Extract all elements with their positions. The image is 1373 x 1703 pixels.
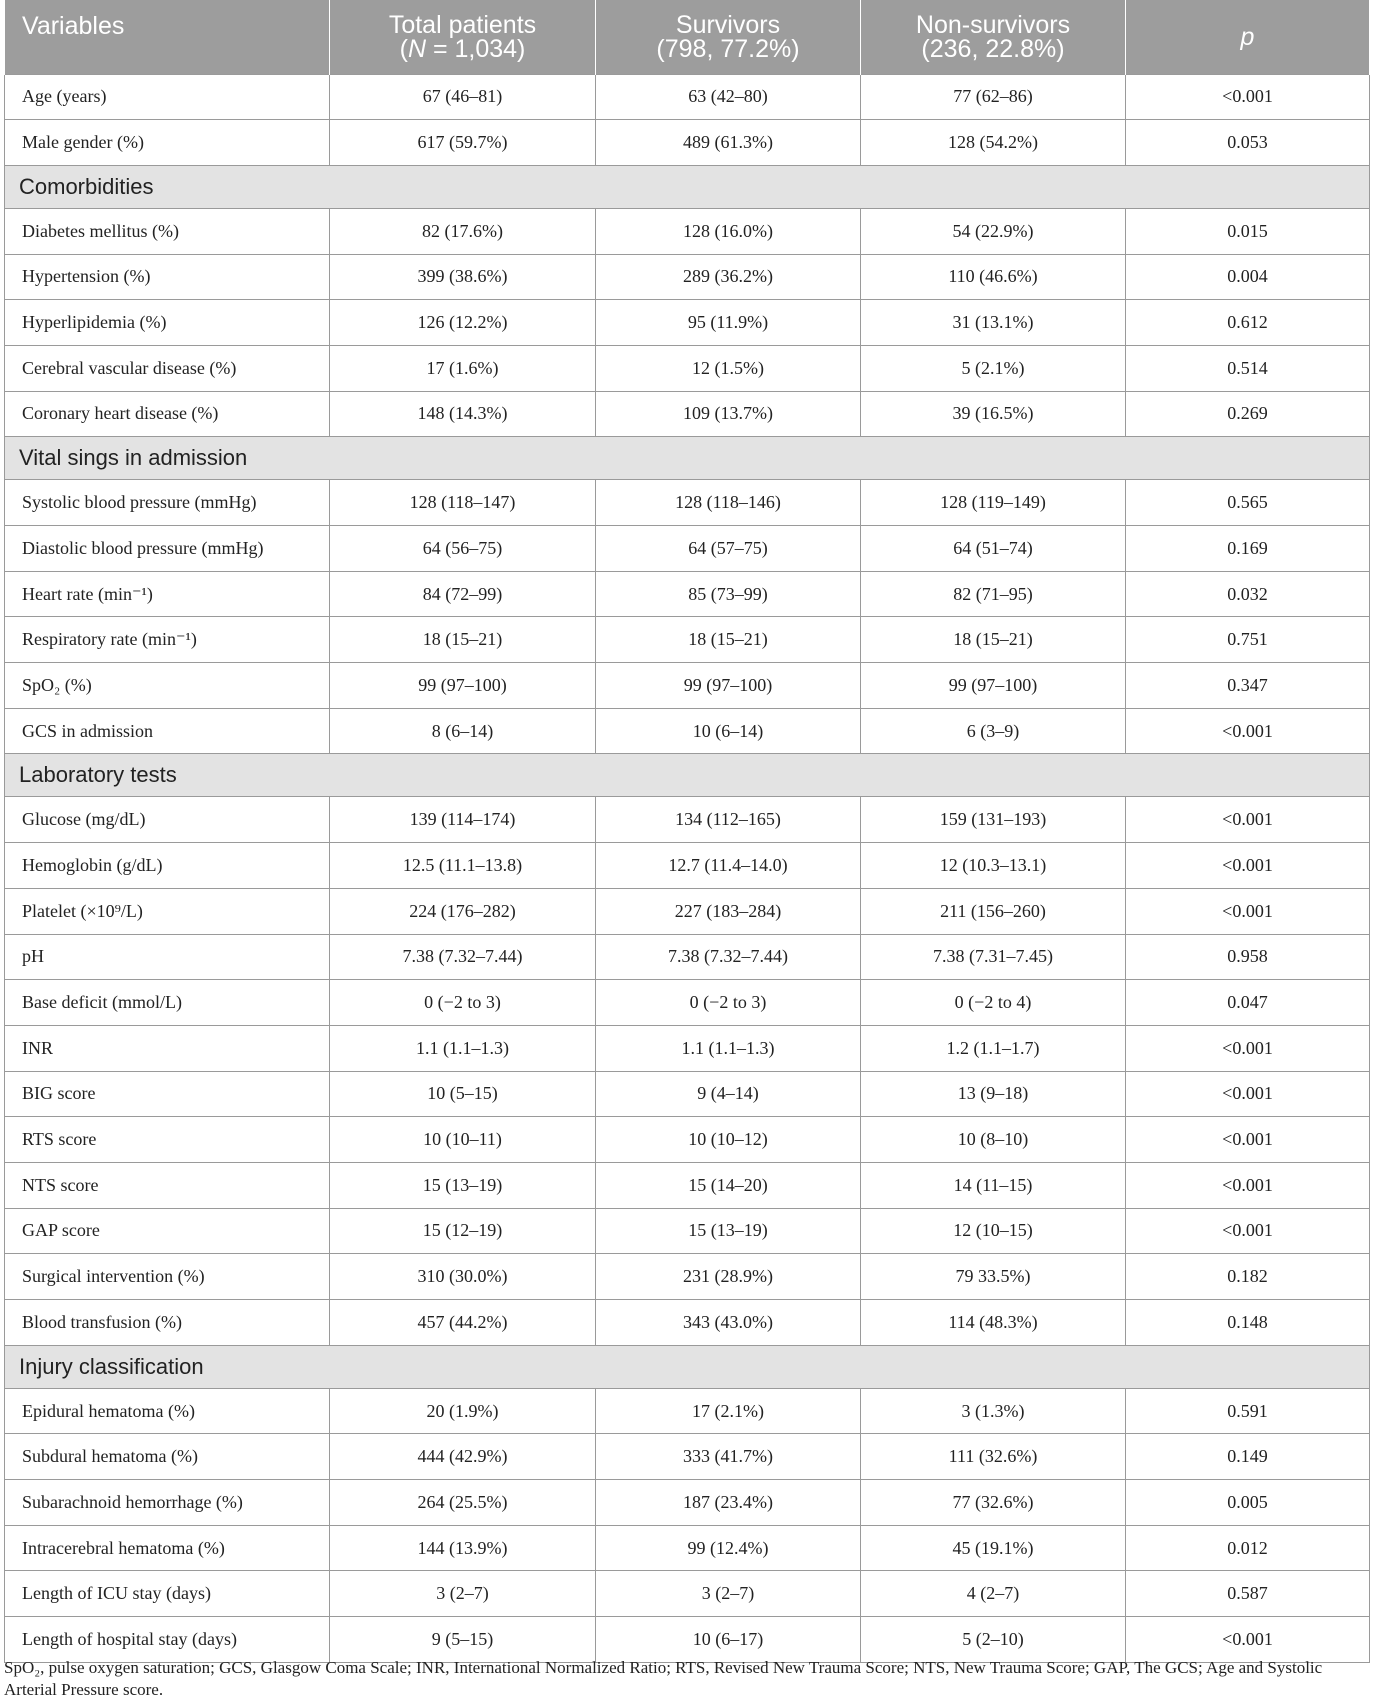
- table-row: [5, 526, 1370, 572]
- p-value-cell: 0.587: [1126, 1571, 1370, 1617]
- p-value-cell: <0.001: [1126, 74, 1370, 120]
- survivors-cell: 109 (13.7%): [596, 391, 861, 437]
- table-row: [5, 1617, 1370, 1663]
- p-value-cell: <0.001: [1126, 1071, 1370, 1117]
- variable-cell: Respiratory rate (min⁻¹): [5, 617, 330, 663]
- table-row: [5, 480, 1370, 526]
- variable-cell: Hemoglobin (g/dL): [5, 843, 330, 889]
- table-row: [5, 797, 1370, 843]
- variable-cell: Diabetes mellitus (%): [5, 208, 330, 254]
- header-total-patients: [330, 0, 596, 74]
- variable-cell: Surgical intervention (%): [5, 1254, 330, 1300]
- table-row: [5, 617, 1370, 663]
- section-title: Comorbidities: [5, 165, 1370, 208]
- table-row: [5, 1571, 1370, 1617]
- p-value-cell: 0.169: [1126, 526, 1370, 572]
- non-survivors-cell: 110 (46.6%): [861, 254, 1126, 300]
- non-survivors-cell: 45 (19.1%): [861, 1525, 1126, 1571]
- total-patients-cell: 9 (5–15): [330, 1617, 596, 1663]
- non-survivors-cell: 82 (71–95): [861, 571, 1126, 617]
- table-row: [5, 1071, 1370, 1117]
- non-survivors-cell: 1.2 (1.1–1.7): [861, 1025, 1126, 1071]
- survivors-cell: 12 (1.5%): [596, 345, 861, 391]
- survivors-cell: 17 (2.1%): [596, 1388, 861, 1434]
- variable-cell: NTS score: [5, 1162, 330, 1208]
- total-patients-cell: 17 (1.6%): [330, 345, 596, 391]
- p-value-cell: <0.001: [1126, 797, 1370, 843]
- total-patients-cell: 128 (118–147): [330, 480, 596, 526]
- p-value-cell: 0.148: [1126, 1300, 1370, 1346]
- total-patients-cell: 3 (2–7): [330, 1571, 596, 1617]
- p-value-cell: 0.005: [1126, 1480, 1370, 1526]
- p-value-cell: 0.612: [1126, 300, 1370, 346]
- non-survivors-cell: 10 (8–10): [861, 1117, 1126, 1163]
- non-survivors-cell: 31 (13.1%): [861, 300, 1126, 346]
- non-survivors-cell: 111 (32.6%): [861, 1434, 1126, 1480]
- variable-cell: Coronary heart disease (%): [5, 391, 330, 437]
- survivors-cell: 99 (12.4%): [596, 1525, 861, 1571]
- table-row: [5, 934, 1370, 980]
- header-non-survivors: [861, 0, 1126, 74]
- section-title: Injury classification: [5, 1345, 1370, 1388]
- non-survivors-cell: 77 (62–86): [861, 74, 1126, 120]
- survivors-cell: 64 (57–75): [596, 526, 861, 572]
- survivors-cell: 0 (−2 to 3): [596, 980, 861, 1026]
- survivors-cell: 85 (73–99): [596, 571, 861, 617]
- p-value-cell: <0.001: [1126, 708, 1370, 754]
- p-value-cell: <0.001: [1126, 1208, 1370, 1254]
- total-patients-cell: 126 (12.2%): [330, 300, 596, 346]
- total-patients-cell: 15 (13–19): [330, 1162, 596, 1208]
- non-survivors-cell: 99 (97–100): [861, 663, 1126, 709]
- total-patients-cell: 8 (6–14): [330, 708, 596, 754]
- p-value-cell: 0.149: [1126, 1434, 1370, 1480]
- survivors-cell: 1.1 (1.1–1.3): [596, 1025, 861, 1071]
- table-body: [5, 74, 1370, 1662]
- survivors-cell: 15 (13–19): [596, 1208, 861, 1254]
- table-row: [5, 708, 1370, 754]
- variable-cell: Systolic blood pressure (mmHg): [5, 480, 330, 526]
- non-survivors-cell: 4 (2–7): [861, 1571, 1126, 1617]
- non-survivors-cell: 0 (−2 to 4): [861, 980, 1126, 1026]
- table-row: [5, 571, 1370, 617]
- table-row: [5, 1525, 1370, 1571]
- variable-cell: SpO₂ (%): [5, 663, 330, 709]
- p-value-cell: 0.751: [1126, 617, 1370, 663]
- p-value-cell: 0.182: [1126, 1254, 1370, 1300]
- section-header-row: [5, 1345, 1370, 1388]
- table-row: [5, 1208, 1370, 1254]
- table-row: [5, 843, 1370, 889]
- p-value-cell: 0.565: [1126, 480, 1370, 526]
- header-survivors-line1: Survivors: [675, 10, 781, 39]
- total-patients-cell: 15 (12–19): [330, 1208, 596, 1254]
- non-survivors-cell: 79 33.5%): [861, 1254, 1126, 1300]
- survivors-cell: 289 (36.2%): [596, 254, 861, 300]
- total-patients-cell: 399 (38.6%): [330, 254, 596, 300]
- total-patients-cell: 444 (42.9%): [330, 1434, 596, 1480]
- variable-cell: INR: [5, 1025, 330, 1071]
- non-survivors-cell: 54 (22.9%): [861, 208, 1126, 254]
- variable-cell: Hyperlipidemia (%): [5, 300, 330, 346]
- p-value-cell: 0.015: [1126, 208, 1370, 254]
- section-title: Vital sings in admission: [5, 437, 1370, 480]
- p-value-cell: 0.012: [1126, 1525, 1370, 1571]
- survivors-cell: 7.38 (7.32–7.44): [596, 934, 861, 980]
- table-row: [5, 980, 1370, 1026]
- total-patients-cell: 10 (10–11): [330, 1117, 596, 1163]
- table-row: [5, 208, 1370, 254]
- table-header: [5, 0, 1370, 74]
- non-survivors-cell: 64 (51–74): [861, 526, 1126, 572]
- p-value-cell: <0.001: [1126, 888, 1370, 934]
- survivors-cell: 128 (118–146): [596, 480, 861, 526]
- section-header-row: [5, 754, 1370, 797]
- non-survivors-cell: 114 (48.3%): [861, 1300, 1126, 1346]
- table-row: [5, 1254, 1370, 1300]
- header-nonsurvivors-line1: Non-survivors: [915, 10, 1071, 39]
- survivors-cell: 18 (15–21): [596, 617, 861, 663]
- p-value-cell: 0.004: [1126, 254, 1370, 300]
- p-value-cell: 0.514: [1126, 345, 1370, 391]
- non-survivors-cell: 7.38 (7.31–7.45): [861, 934, 1126, 980]
- variable-cell: RTS score: [5, 1117, 330, 1163]
- variable-cell: Hypertension (%): [5, 254, 330, 300]
- variable-cell: Base deficit (mmol/L): [5, 980, 330, 1026]
- variable-cell: pH: [5, 934, 330, 980]
- total-patients-cell: 264 (25.5%): [330, 1480, 596, 1526]
- total-patients-cell: 64 (56–75): [330, 526, 596, 572]
- survivors-cell: 10 (10–12): [596, 1117, 861, 1163]
- total-patients-cell: 10 (5–15): [330, 1071, 596, 1117]
- p-value-cell: <0.001: [1126, 843, 1370, 889]
- p-value-cell: 0.958: [1126, 934, 1370, 980]
- total-patients-cell: 20 (1.9%): [330, 1388, 596, 1434]
- table-row: [5, 120, 1370, 166]
- p-value-cell: 0.053: [1126, 120, 1370, 166]
- p-value-cell: 0.591: [1126, 1388, 1370, 1434]
- non-survivors-cell: 14 (11–15): [861, 1162, 1126, 1208]
- non-survivors-cell: 128 (54.2%): [861, 120, 1126, 166]
- table-row: [5, 1388, 1370, 1434]
- table-row: [5, 391, 1370, 437]
- header-survivors: [596, 0, 861, 74]
- variable-cell: Glucose (mg/dL): [5, 797, 330, 843]
- section-title: Laboratory tests: [5, 754, 1370, 797]
- total-patients-cell: 144 (13.9%): [330, 1525, 596, 1571]
- variable-cell: Subdural hematoma (%): [5, 1434, 330, 1480]
- variable-cell: Male gender (%): [5, 120, 330, 166]
- table-row: [5, 74, 1370, 120]
- p-value-cell: <0.001: [1126, 1117, 1370, 1163]
- survivors-cell: 9 (4–14): [596, 1071, 861, 1117]
- total-patients-cell: 7.38 (7.32–7.44): [330, 934, 596, 980]
- table-row: [5, 1025, 1370, 1071]
- variable-cell: Platelet (×10⁹/L): [5, 888, 330, 934]
- p-value-cell: 0.347: [1126, 663, 1370, 709]
- p-value-cell: 0.269: [1126, 391, 1370, 437]
- table-row: [5, 1434, 1370, 1480]
- survivors-cell: 99 (97–100): [596, 663, 861, 709]
- survivors-cell: 15 (14–20): [596, 1162, 861, 1208]
- survivors-cell: 12.7 (11.4–14.0): [596, 843, 861, 889]
- survivors-cell: 187 (23.4%): [596, 1480, 861, 1526]
- variable-cell: Age (years): [5, 74, 330, 120]
- section-header-row: [5, 437, 1370, 480]
- variable-cell: Epidural hematoma (%): [5, 1388, 330, 1434]
- data-table-container: [4, 0, 1369, 1663]
- total-patients-cell: 12.5 (11.1–13.8): [330, 843, 596, 889]
- header-survivors-line2: (798, 77.2%): [656, 34, 800, 63]
- survivors-cell: 134 (112–165): [596, 797, 861, 843]
- total-patients-cell: 1.1 (1.1–1.3): [330, 1025, 596, 1071]
- patient-characteristics-table: [4, 0, 1370, 1663]
- table-row: [5, 300, 1370, 346]
- header-row: [5, 0, 1370, 74]
- total-patients-cell: 82 (17.6%): [330, 208, 596, 254]
- total-patients-cell: 18 (15–21): [330, 617, 596, 663]
- table-row: [5, 1117, 1370, 1163]
- p-value-cell: 0.047: [1126, 980, 1370, 1026]
- table-row: [5, 1162, 1370, 1208]
- survivors-cell: 489 (61.3%): [596, 120, 861, 166]
- non-survivors-cell: 77 (32.6%): [861, 1480, 1126, 1526]
- survivors-cell: 231 (28.9%): [596, 1254, 861, 1300]
- non-survivors-cell: 211 (156–260): [861, 888, 1126, 934]
- survivors-cell: 10 (6–14): [596, 708, 861, 754]
- table-row: [5, 345, 1370, 391]
- non-survivors-cell: 159 (131–193): [861, 797, 1126, 843]
- p-value-cell: <0.001: [1126, 1025, 1370, 1071]
- table-footnote: SpO₂, pulse oxygen saturation; GCS, Glasgow Coma Scale; INR, International Normalized Ratio; RTS, Revised New Trauma Score; NTS, New Trauma Score; GAP, The GCS; Age and Systolic Arterial Pressure score.: [4, 1658, 1323, 1699]
- total-patients-cell: 0 (−2 to 3): [330, 980, 596, 1026]
- p-value-cell: 0.032: [1126, 571, 1370, 617]
- header-nonsurvivors-line2: (236, 22.8%): [921, 34, 1065, 63]
- header-p-value: p: [1126, 0, 1370, 74]
- survivors-cell: 227 (183–284): [596, 888, 861, 934]
- table-row: [5, 1480, 1370, 1526]
- variable-cell: Intracerebral hematoma (%): [5, 1525, 330, 1571]
- variable-cell: GCS in admission: [5, 708, 330, 754]
- total-patients-cell: 224 (176–282): [330, 888, 596, 934]
- variable-cell: Length of hospital stay (days): [5, 1617, 330, 1663]
- variable-cell: Heart rate (min⁻¹): [5, 571, 330, 617]
- non-survivors-cell: 39 (16.5%): [861, 391, 1126, 437]
- survivors-cell: 95 (11.9%): [596, 300, 861, 346]
- p-value-cell: <0.001: [1126, 1162, 1370, 1208]
- survivors-cell: 63 (42–80): [596, 74, 861, 120]
- total-patients-cell: 457 (44.2%): [330, 1300, 596, 1346]
- survivors-cell: 128 (16.0%): [596, 208, 861, 254]
- survivors-cell: 3 (2–7): [596, 1571, 861, 1617]
- p-value-cell: <0.001: [1126, 1617, 1370, 1663]
- variable-cell: GAP score: [5, 1208, 330, 1254]
- table-row: [5, 254, 1370, 300]
- variable-cell: BIG score: [5, 1071, 330, 1117]
- non-survivors-cell: 13 (9–18): [861, 1071, 1126, 1117]
- total-patients-cell: 148 (14.3%): [330, 391, 596, 437]
- header-total-line1: Total patients: [388, 10, 537, 39]
- non-survivors-cell: 128 (119–149): [861, 480, 1126, 526]
- total-patients-cell: 617 (59.7%): [330, 120, 596, 166]
- non-survivors-cell: 18 (15–21): [861, 617, 1126, 663]
- variable-cell: Subarachnoid hemorrhage (%): [5, 1480, 330, 1526]
- non-survivors-cell: 12 (10.3–13.1): [861, 843, 1126, 889]
- survivors-cell: 343 (43.0%): [596, 1300, 861, 1346]
- survivors-cell: 333 (41.7%): [596, 1434, 861, 1480]
- table-row: [5, 888, 1370, 934]
- total-patients-cell: 67 (46–81): [330, 74, 596, 120]
- section-header-row: [5, 165, 1370, 208]
- total-patients-cell: 139 (114–174): [330, 797, 596, 843]
- total-patients-cell: 84 (72–99): [330, 571, 596, 617]
- variable-cell: Blood transfusion (%): [5, 1300, 330, 1346]
- non-survivors-cell: 6 (3–9): [861, 708, 1126, 754]
- non-survivors-cell: 3 (1.3%): [861, 1388, 1126, 1434]
- total-patients-cell: 310 (30.0%): [330, 1254, 596, 1300]
- variable-cell: Diastolic blood pressure (mmHg): [5, 526, 330, 572]
- header-variables: Variables: [5, 0, 330, 74]
- total-patients-cell: 99 (97–100): [330, 663, 596, 709]
- table-row: [5, 663, 1370, 709]
- table-row: [5, 1300, 1370, 1346]
- non-survivors-cell: 5 (2.1%): [861, 345, 1126, 391]
- survivors-cell: 10 (6–17): [596, 1617, 861, 1663]
- header-total-line2: (N = 1,034): [399, 34, 526, 63]
- variable-cell: Length of ICU stay (days): [5, 1571, 330, 1617]
- non-survivors-cell: 12 (10–15): [861, 1208, 1126, 1254]
- variable-cell: Cerebral vascular disease (%): [5, 345, 330, 391]
- non-survivors-cell: 5 (2–10): [861, 1617, 1126, 1663]
